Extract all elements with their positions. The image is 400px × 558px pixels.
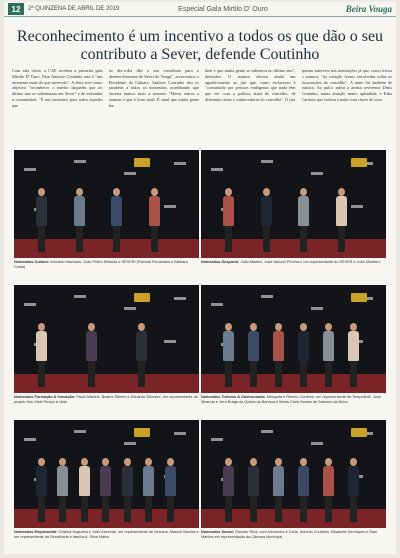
person-body: [111, 196, 122, 226]
person-body: [57, 466, 68, 496]
article-column-3: bem e que muita gente se salientou no último ano", defendeu. O autarca deixou ainda um agradecimento ao júri que, como esclareceu é "constituído por pessoas endógenas que nada têm que ver com a política atual do concelho, de diferentes áreas e conhecedoras do concelho". O júri: [205, 68, 296, 102]
mirtilo-logo: [134, 293, 150, 302]
person-body: [143, 466, 154, 496]
person: [298, 458, 309, 522]
person-body: [348, 331, 359, 361]
person-body: [122, 466, 133, 496]
person-body: [273, 331, 284, 361]
photo-caption: [14, 260, 199, 269]
sponsor-logo: [311, 172, 323, 175]
mirtilo-logo: [134, 158, 150, 167]
newspaper-page: [4, 2, 396, 554]
person-head: [300, 188, 307, 196]
person-head: [225, 458, 232, 466]
person-head: [300, 458, 307, 466]
sponsor-logo: [74, 295, 86, 298]
person: [223, 458, 234, 522]
person: [248, 458, 259, 522]
event-photo: [201, 285, 386, 393]
sponsor-logo: [164, 205, 176, 208]
article-column-4: apenas interveio nas nomeações já que, como frisou o autarca, "na votação foram envolvidas todas as associações do concelho". A noite foi também de música. Ao palco subiu a artista severense Dinis Coutinho, numa atuação muito aplaudida, e Kika Cardoso que fechou a noite com chave de ouro.: [301, 68, 392, 102]
person-legs: [300, 361, 307, 387]
article-body: [12, 68, 392, 132]
person-legs: [124, 496, 131, 522]
person-head: [102, 458, 109, 466]
photo-caption: [14, 530, 199, 539]
caption-label: Nomeados Social:: [201, 530, 235, 534]
publication-logo: Beira Vouga: [345, 4, 392, 14]
photo-caption: [201, 530, 386, 539]
event-photo: [14, 420, 199, 528]
person-legs: [325, 361, 332, 387]
sponsor-logo: [74, 430, 86, 433]
person-legs: [350, 361, 357, 387]
person-head: [275, 458, 282, 466]
person-body: [136, 331, 147, 361]
caption-text: Paulo Martins, Beatriz Ribeiro e Eduardo Silvestre, um representante do projeto Sou Mais Tempo à Vida: [14, 395, 198, 404]
person-body: [248, 331, 259, 361]
person-body: [79, 466, 90, 496]
person: [248, 323, 259, 387]
sponsor-logo: [311, 442, 323, 445]
person-legs: [250, 361, 257, 387]
person: [348, 458, 359, 522]
issue-date: 2ª QUINZENA DE ABRIL DE 2019: [28, 6, 120, 12]
person-head: [88, 323, 95, 331]
person-legs: [59, 496, 66, 522]
sponsor-logo: [124, 307, 136, 310]
sponsor-logo: [124, 172, 136, 175]
person-legs: [138, 361, 145, 387]
person: [57, 458, 68, 522]
page-number: 12: [8, 3, 24, 15]
caption-text: Cristina Nogueira e João Azevedo, um representante de Serrana, Manuel Martins e um representante da Serralharia e família A. Silva Matos: [14, 530, 199, 539]
event-photo: [201, 420, 386, 528]
person: [348, 323, 359, 387]
person: [298, 323, 309, 387]
person-head: [151, 188, 158, 196]
person-body: [248, 466, 259, 496]
person-head: [145, 458, 152, 466]
person-legs: [225, 361, 232, 387]
person-body: [348, 466, 359, 496]
sponsor-logo: [174, 162, 186, 165]
caption-label: Nomeados Desporto:: [201, 260, 241, 264]
person-legs: [250, 496, 257, 522]
person-legs: [113, 226, 120, 252]
person-legs: [275, 496, 282, 522]
caption-text: Mesquita e Ribeiro Cordeiro, um representante de Tempofértil, José Miranda e Vera Braga da Quinta da Barroca e Maria Carla Santos de Sabores da Beira: [201, 395, 381, 404]
sponsor-logo: [24, 168, 36, 171]
sponsor-logo: [74, 160, 86, 163]
person-head: [338, 188, 345, 196]
person-head: [81, 458, 88, 466]
person-head: [325, 458, 332, 466]
sponsor-logo: [211, 303, 223, 306]
person-body: [74, 196, 85, 226]
person: [223, 323, 234, 387]
person-legs: [81, 496, 88, 522]
person-body: [223, 196, 234, 226]
section-title: Especial Gala Mirtilo D' Ouro: [178, 5, 268, 13]
person-head: [250, 323, 257, 331]
person-legs: [263, 226, 270, 252]
person-head: [38, 188, 45, 196]
person-body: [323, 466, 334, 496]
person-legs: [102, 496, 109, 522]
sponsor-logo: [261, 430, 273, 433]
caption-label: Nomeados Empresarial:: [14, 530, 59, 534]
person: [74, 188, 85, 252]
caption-label: Nomeados Turismo & Gastronomia:: [201, 395, 267, 399]
person: [273, 458, 284, 522]
person-head: [300, 323, 307, 331]
person-head: [350, 458, 357, 466]
event-photo: [14, 285, 199, 393]
sponsor-logo: [211, 438, 223, 441]
sponsor-logo: [211, 168, 223, 171]
sponsor-logo: [174, 297, 186, 300]
person-body: [36, 196, 47, 226]
person: [149, 188, 160, 252]
person-head: [113, 188, 120, 196]
event-photo: [201, 150, 386, 258]
person-body: [86, 331, 97, 361]
person: [36, 323, 47, 387]
person-body: [223, 331, 234, 361]
person: [143, 458, 154, 522]
person-legs: [225, 226, 232, 252]
person-legs: [300, 226, 307, 252]
mirtilo-logo: [134, 428, 150, 437]
person: [323, 323, 334, 387]
person-legs: [38, 496, 45, 522]
person-head: [275, 323, 282, 331]
person-head: [38, 323, 45, 331]
person-legs: [300, 496, 307, 522]
photo-caption: [201, 260, 386, 265]
person-head: [124, 458, 131, 466]
person-body: [165, 466, 176, 496]
sponsor-logo: [261, 160, 273, 163]
mirtilo-logo: [351, 293, 367, 302]
person-head: [325, 323, 332, 331]
photo-caption: [14, 395, 199, 404]
person-legs: [225, 496, 232, 522]
person-body: [100, 466, 111, 496]
person-legs: [88, 361, 95, 387]
sponsor-logo: [261, 295, 273, 298]
person: [298, 188, 309, 252]
sponsor-logo: [311, 307, 323, 310]
person-legs: [325, 496, 332, 522]
person-body: [261, 196, 272, 226]
mirtilo-logo: [351, 428, 367, 437]
person-head: [167, 458, 174, 466]
photo-caption: [201, 395, 386, 404]
article-column-2: no dia-a-dia dão o seu contributo para o desenvolvimento de Sever do Vouga", acrescentou o Presidente da Câmara. António Coutinho deu os parabéns a todos os nomeados, acreditando que haveria muitos mais a nomear. "Havia outros a nomear e que é bom sinal. É sinal que muita gente fez: [108, 68, 199, 108]
person-head: [38, 458, 45, 466]
person: [122, 458, 133, 522]
sponsor-logo: [24, 438, 36, 441]
caption-label: Nomeados Formação & Inovação:: [14, 395, 77, 399]
headline: Reconhecimento é um incentivo a todos os que dão o seu contributo a Sever, defende Coutinho: [16, 28, 384, 63]
person: [323, 458, 334, 522]
person-head: [225, 323, 232, 331]
person-legs: [76, 226, 83, 252]
person-head: [138, 323, 145, 331]
caption-text: Inimaldo Machado, João Pedro Miranda e SEVERI (Patrícia Fernandes e Bárbara Costa): [14, 260, 188, 269]
person-body: [273, 466, 284, 496]
person: [165, 458, 176, 522]
caption-label: Nomeados Cultura:: [14, 260, 51, 264]
person-body: [298, 196, 309, 226]
person-head: [250, 458, 257, 466]
person: [79, 458, 90, 522]
person-head: [263, 188, 270, 196]
person-body: [36, 331, 47, 361]
person-legs: [338, 226, 345, 252]
person: [273, 323, 284, 387]
person: [261, 188, 272, 252]
person-head: [76, 188, 83, 196]
sponsor-logo: [351, 205, 363, 208]
person-body: [336, 196, 347, 226]
person-legs: [151, 226, 158, 252]
caption-text: João Martins, José Manuel Pereira e um representante do SEVER e João Monteiro: [240, 260, 381, 264]
person-legs: [38, 226, 45, 252]
sponsor-logo: [174, 432, 186, 435]
sponsor-logo: [24, 303, 36, 306]
person: [111, 188, 122, 252]
caption-text: Ricardo Silva, com Alexandra e Carla, António Coutinho, Elisabete Henriques e Raul Martins em representação da Câmara Municipal: [201, 530, 378, 539]
person-legs: [145, 496, 152, 522]
person-head: [350, 323, 357, 331]
event-photo: [14, 150, 199, 258]
sponsor-logo: [124, 442, 136, 445]
person-body: [149, 196, 160, 226]
person: [136, 323, 147, 387]
person-body: [298, 466, 309, 496]
person-legs: [350, 496, 357, 522]
person: [223, 188, 234, 252]
person: [100, 458, 111, 522]
person: [36, 458, 47, 522]
person: [86, 323, 97, 387]
person: [36, 188, 47, 252]
person-body: [298, 331, 309, 361]
person-head: [59, 458, 66, 466]
person-body: [223, 466, 234, 496]
person-legs: [167, 496, 174, 522]
person-body: [323, 331, 334, 361]
person: [336, 188, 347, 252]
person-legs: [275, 361, 282, 387]
person-head: [225, 188, 232, 196]
page-header: [4, 2, 396, 17]
mirtilo-logo: [351, 158, 367, 167]
article-column-1: Com sala cheia, a CAE recebeu a primeira gala Mirtilo D' Ouro. Para António Coutinho esta é "um momento mais do que merecido". A festa teve como objetivo "reconhecer o mérito daqueles que no último ano se salientaram em Sever" e de estimular a comunidade. "É um incentivo para todos aqueles que: [12, 68, 103, 108]
sponsor-logo: [164, 340, 176, 343]
person-legs: [38, 361, 45, 387]
person-body: [36, 466, 47, 496]
